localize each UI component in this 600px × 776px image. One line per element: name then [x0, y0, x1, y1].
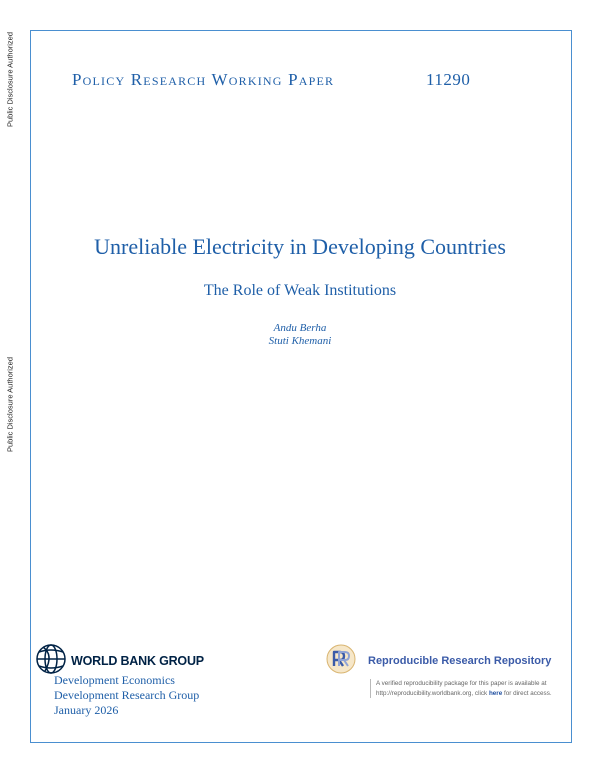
repository-note-suffix: for direct access.	[502, 689, 552, 697]
repository-link[interactable]: here	[488, 689, 503, 697]
disclosure-label-middle: Public Disclosure Authorized	[5, 356, 15, 453]
publisher-name: WORLD BANK GROUP	[71, 654, 204, 668]
repository-block	[326, 644, 576, 724]
author-name: Andu Berha	[273, 322, 327, 334]
cover-frame	[30, 30, 572, 743]
publisher-block	[34, 642, 314, 722]
author-list	[0, 322, 600, 348]
repository-note	[370, 679, 576, 698]
repository-name: Reproducible Research Repository	[368, 655, 552, 667]
date-line: January 2026	[54, 703, 119, 717]
group-line: Development Research Group	[54, 688, 200, 702]
repository-note-text: A verified reproducibility package for this paper is available at http://reproducibility.worldbank.org, click	[376, 680, 547, 697]
department-line: Development Economics	[54, 673, 175, 687]
author-name: Stuti Khemani	[268, 335, 332, 347]
series-title: Policy Research Working Paper	[72, 70, 335, 89]
paper-subtitle: The Role of Weak Institutions	[203, 282, 397, 299]
globe-icon	[34, 642, 68, 676]
disclosure-label-top: Public Disclosure Authorized	[5, 31, 15, 128]
paper-number: 11290	[426, 70, 471, 89]
rr-logo-icon	[326, 644, 356, 674]
paper-title: Unreliable Electricity in Developing Countries	[94, 234, 506, 259]
